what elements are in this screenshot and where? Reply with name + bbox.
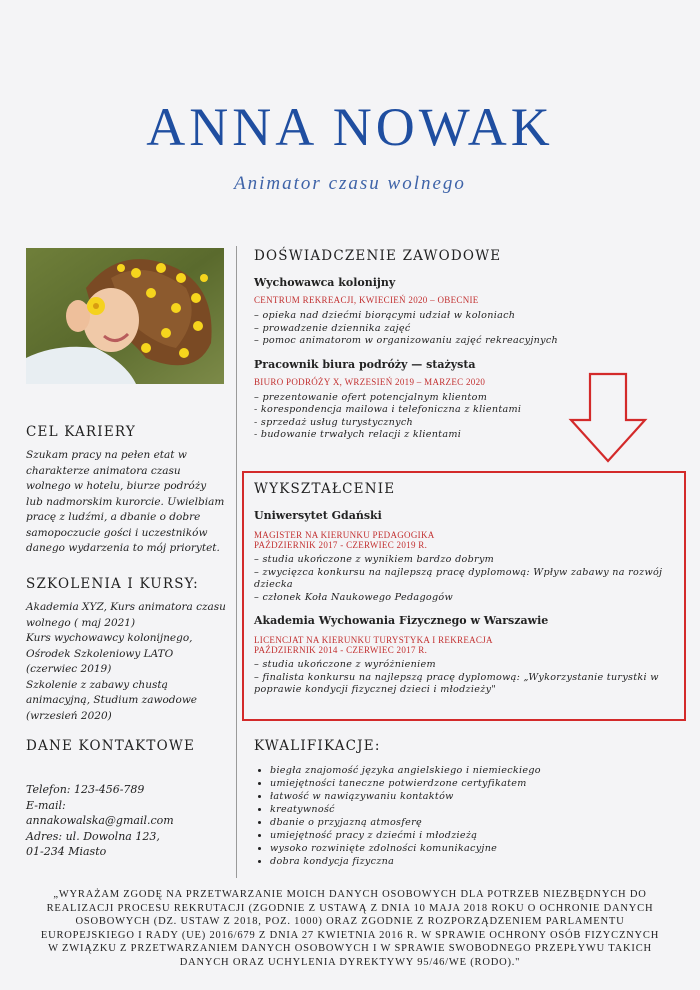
school-name: Akademia Wychowania Fizycznego w Warszawie (254, 614, 549, 627)
qualifications-section (254, 738, 679, 868)
job-title: Pracownik biura podróży — stażysta (254, 357, 476, 371)
school-dates: PAŹDZIERNIK 2014 - CZERWIEC 2017 R. (254, 645, 428, 655)
qualification-item: • dobra kondycja fizyczna (270, 855, 679, 868)
career-text: Szukam pracy na pełen etat w charakterze animatora czasu wolnego w hotelu, biurze podróży lub nadmorskim kurorcie. Uwielbiam pracę z ludźmi, a dbanie o dobre samopoczucie gości i uczestników danego wydarzenia to mój priorytet. (26, 449, 225, 554)
qualifications-title: KWALIFIKACJE: (254, 738, 381, 754)
contact-section (26, 738, 226, 860)
school-bullet: – studia ukończone z wynikiem bardzo dobrym (254, 554, 495, 565)
school-entry (254, 614, 679, 697)
school-bullet: – członek Koła Naukowego Pedagogów (254, 591, 453, 603)
qualification-item: • umiejętność pracy z dziećmi i młodzieżą (270, 829, 679, 842)
job-meta: CENTRUM REKREACJI, KWIECIEŃ 2020 – OBECNIE (254, 295, 479, 305)
gdpr-consent: „WYRAŻAM ZGODĘ NA PRZETWARZANIE MOICH DANYCH OSOBOWYCH DLA POTRZEB NIEZBĘDNYCH DO REALIZACJI PROCESU REKRUTACJI (ZGODNIE Z USTAWĄ Z DNIA 10 MAJA 2018 ROKU O OCHRONIE DANYCH OSOBOWYCH (DZ. USTAW Z 2018, POZ. 1000) ORAZ ZGODNIE Z ROZPORZĄDZENIEM PARLAMENTU EUROPEJSKIEGO I RADY (UE) 2016/679 Z DNIA 27 KWIETNIA 2016 R. W SPRAWIE OCHRONY OSÓB FIZYCZNYCH W ZWIĄZKU Z PRZETWARZANIEM DANYCH OSOBOWYCH I W SPRAWIE SWOBODNEGO PRZEPŁYWU TAKICH DANYCH ORAZ UCHYLENIA DYREKTYWY 95/46/WE (RODO)." (40, 889, 660, 968)
job-bullet: - korespondencja mailowa i telefoniczna z klientami (254, 404, 522, 415)
contact-address-line: 01-234 Miasto (26, 845, 107, 858)
experience-title: DOŚWIADCZENIE ZAWODOWE (254, 248, 502, 264)
job-bullets (254, 310, 679, 348)
trainings-section (26, 576, 226, 724)
candidate-name: ANNA NOWAK (146, 97, 554, 157)
school-bullet: – studia ukończone z wyróżnieniem (254, 659, 436, 670)
job-entry (254, 276, 679, 348)
job-meta: BIURO PODRÓŻY X, WRZESIEŃ 2019 – MARZEC 2020 (254, 376, 486, 387)
education-title: WYKSZTAŁCENIE (254, 481, 396, 497)
qualification-item: • biegła znajomość języka angielskiego i niemieckiego (270, 764, 679, 777)
school-dates: PAŹDZIERNIK 2017 - CZERWIEC 2019 R. (254, 540, 428, 550)
job-subtitle: Animator czasu wolnego (234, 173, 466, 194)
contact-email-label: E-mail: (26, 798, 66, 812)
contact-phone: Telefon: 123-456-789 (26, 783, 145, 796)
qualification-item: • dbanie o przyjazną atmosferę (270, 816, 679, 829)
school-bullet: – finalista konkursu na najlepszą pracę dyplomową: „Wykorzystanie turystki w poprawie kondycji fizycznej dzieci i młodzieży" (254, 671, 659, 695)
school-name: Uniwersytet Gdański (254, 509, 382, 522)
job-bullet: – pomoc animatorom w organizowaniu zajęć rekreacyjnych (254, 335, 558, 346)
contact-email[interactable]: annakowalska@gmail.com (26, 814, 174, 827)
contact-details (26, 782, 226, 860)
school-bullets (254, 659, 676, 697)
training-item: Szkolenie z zabawy chustą animacyjną, Studium zawodowe (wrzesień 2020) (26, 678, 198, 722)
trainings-title: SZKOLENIA I KURSY: (26, 576, 199, 592)
job-bullet: – prowadzenie dziennika zajęć (254, 322, 411, 334)
job-bullet: – opieka nad dziećmi biorącymi udział w koloniach (254, 310, 516, 321)
qualification-item: • kreatywność (270, 803, 679, 816)
training-item: Kurs wychowawcy kolonijnego, Ośrodek Szkoleniowy LATO (czerwiec 2019) (26, 632, 193, 675)
school-bullet: – zwycięzca konkursu na najlepszą pracę dyplomową: Wpływ zabawy na rozwój dziecka (254, 566, 663, 590)
portrait-image (26, 248, 224, 384)
career-title: CEL KARIERY (26, 424, 136, 440)
trainings-list (26, 600, 226, 724)
qualification-item: • umiejętności taneczne potwierdzone certyfikatem (270, 777, 679, 790)
qualification-item: • łatwość w nawiązywaniu kontaktów (270, 790, 679, 803)
job-title: Wychowawca kolonijny (254, 276, 396, 289)
qualification-item: • wysoko rozwinięte zdolności komunikacyjne (270, 842, 679, 855)
contact-title: DANE KONTAKTOWE (26, 738, 196, 754)
portrait-photo (26, 248, 224, 384)
education-section (254, 481, 679, 697)
job-bullet: - budowanie trwałych relacji z klientami (254, 429, 462, 440)
contact-address-line: Adres: ul. Dowolna 123, (26, 829, 160, 843)
training-item: Akademia XYZ, Kurs animatora czasu wolnego ( maj 2021) (26, 601, 226, 629)
school-bullets (254, 554, 676, 604)
column-divider (236, 246, 237, 878)
job-bullet: - sprzedaż usług turystycznych (254, 416, 414, 428)
school-entry (254, 509, 679, 604)
school-degree: LICENCJAT NA KIERUNKU TURYSTYKA I REKREACJA (254, 635, 493, 645)
job-bullet: – prezentowanie ofert potencjalnym klientom (254, 391, 488, 403)
school-degree: MAGISTER NA KIERUNKU PEDAGOGIKA (254, 530, 435, 540)
qualifications-list (254, 764, 679, 868)
arrow-down-icon (568, 372, 648, 468)
career-section (26, 424, 226, 557)
